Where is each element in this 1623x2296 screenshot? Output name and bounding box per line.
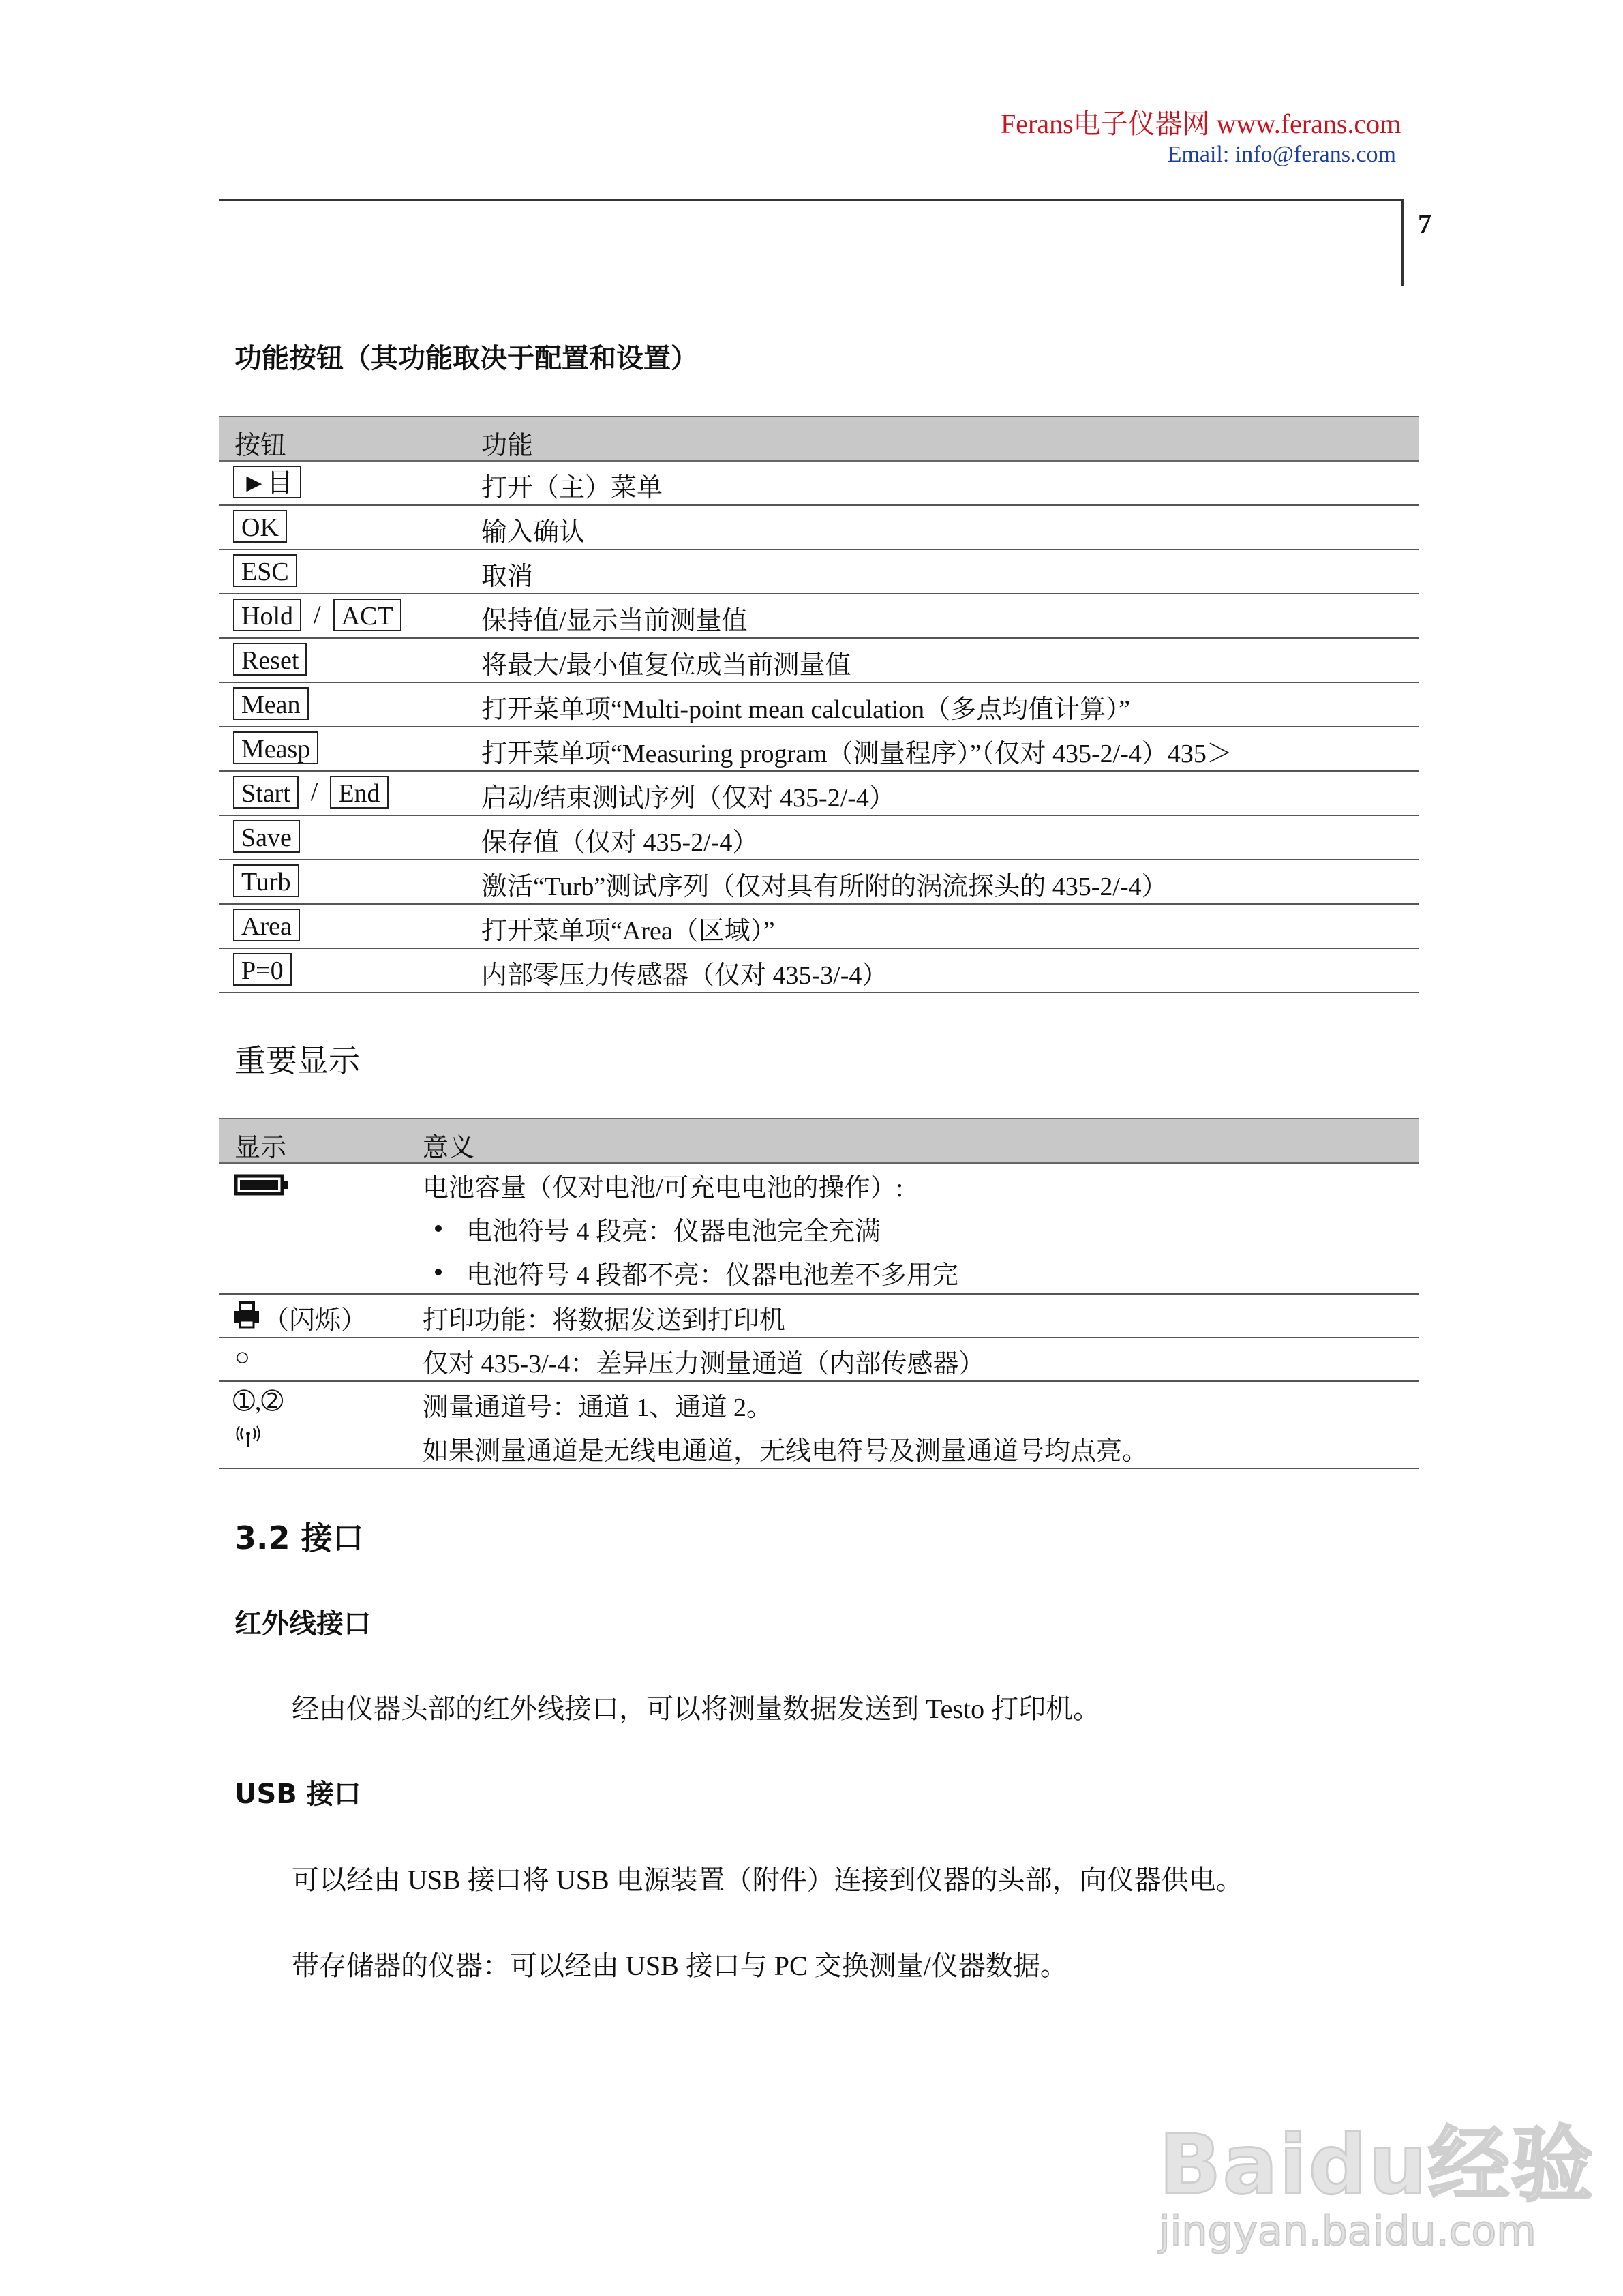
display-row-printer [219,1293,1419,1338]
page-number: 7 [1418,209,1431,239]
printer-icon [233,1301,260,1331]
section-heading: 3.2 接口 [234,1520,364,1556]
function-key-row [219,682,1419,727]
key-cell [233,820,300,853]
battery-bullet-empty: 电池符号 4 段都不亮：仪器电池差不多用完 [466,1261,959,1290]
header-vertical-rule [1401,199,1404,286]
ir-title: 红外线接口 [234,1608,371,1640]
col-function-header: 功能 [481,430,534,460]
key-function-text: 打开菜单项“Multi-point mean calculation（多点均值计算）” [481,695,1130,724]
function-keys-header [219,416,1419,462]
header-brand: Ferans电子仪器网 www.ferans.com [1001,108,1401,139]
key-label: ACT [333,599,401,631]
displays-table [219,1118,1419,1472]
key-cell [233,554,297,587]
key-cell [233,953,292,986]
key-label: P=0 [233,953,292,986]
key-function-text: 将最大/最小值复位成当前测量值 [481,651,851,680]
key-cell [233,909,300,941]
battery-bullet-full: 电池符号 4 段亮：仪器电池完全充满 [466,1218,881,1246]
key-cell [233,599,401,631]
watermark-url: jingyan.baidu.com [1159,2207,1536,2255]
key-label: End [330,776,388,809]
bullet-dot [435,1269,442,1275]
function-key-row [219,726,1419,772]
battery-icon [234,1173,289,1199]
col-meaning-header: 意义 [423,1132,475,1162]
displays-header [219,1118,1419,1164]
key-label: Hold [233,599,301,631]
channels-meaning-1: 测量通道号：通道 1、通道 2。 [423,1393,773,1422]
key-function-text: 输入确认 [481,518,586,547]
key-separator: / [314,601,321,629]
circle-meaning: 仅对 435-3/-4：差异压力测量通道（内部传感器） [423,1350,985,1378]
key-function-text: 激活“Turb”测试序列（仅对具有所附的涡流探头的 435-2/-4） [481,873,1168,901]
header-rule [219,199,1403,201]
key-function-text: 内部零压力传感器（仅对 435-3/-4） [481,961,888,990]
bullet-dot [435,1225,442,1232]
printer-blink-label: （闪烁） [263,1306,367,1335]
printer-meaning: 打印功能：将数据发送到打印机 [423,1306,786,1335]
col-button-header: 按钮 [234,430,287,460]
function-keys-table [219,416,1419,988]
function-key-row [219,549,1419,594]
key-separator: / [310,778,318,806]
circle-symbol: ○ [234,1343,250,1372]
key-label: Start [233,776,299,809]
key-label: Measp [233,731,318,764]
display-row-circle [219,1337,1419,1382]
usb-paragraph-2: 带存储器的仪器：可以经由 USB 接口与 PC 交换测量/仪器数据。 [292,1950,1067,1981]
key-label: Mean [233,687,309,720]
key-cell [233,776,389,809]
function-key-row [219,593,1419,639]
key-function-text: 打开菜单项“Area（区域）” [481,917,775,946]
function-key-row [219,815,1419,860]
key-label: OK [233,510,287,543]
col-display-header: 显示 [234,1132,287,1162]
key-cell [233,864,299,897]
display-row-battery [219,1162,1419,1295]
key-cell [233,510,287,543]
function-key-row [219,770,1419,816]
key-label: Turb [233,864,299,897]
radio-icon [236,1425,260,1451]
key-cell [233,643,307,676]
display-row-channels [219,1380,1419,1469]
function-key-row [219,859,1419,905]
watermark-logo: Baidu经验 [1159,2118,1594,2213]
key-label: Area [233,909,300,941]
key-label: ►目 [233,466,301,498]
function-key-row [219,504,1419,550]
key-function-text: 打开菜单项“Measuring program（测量程序）”（仅对 435-2/-4）435＞ [481,740,1232,768]
channels-meaning-2: 如果测量通道是无线电通道，无线电符号及测量通道号均点亮。 [423,1437,1149,1466]
key-function-text: 保持值/显示当前测量值 [481,607,748,635]
function-keys-title: 功能按钮（其功能取决于配置和设置） [234,343,698,374]
key-function-text: 取消 [481,562,534,591]
key-cell [233,466,301,498]
function-key-row [219,903,1419,949]
key-function-text: 打开（主）菜单 [481,474,663,502]
key-label: ESC [233,554,297,587]
function-key-row [219,460,1419,506]
usb-paragraph-1: 可以经由 USB 接口将 USB 电源装置（附件）连接到仪器的头部，向仪器供电。 [292,1864,1243,1895]
key-cell [233,687,309,720]
key-function-text: 保存值（仅对 435-2/-4） [481,828,759,857]
key-function-text: 启动/结束测试序列（仅对 435-2/-4） [481,784,895,813]
displays-title: 重要显示 [234,1042,360,1079]
header-email: Email: info@ferans.com [1167,142,1396,167]
key-cell [233,731,318,764]
usb-title: USB 接口 [234,1779,361,1810]
function-key-row [219,948,1419,993]
battery-meaning: 电池容量（仅对电池/可充电电池的操作）: [423,1174,904,1203]
channel-symbols: ➀,➁ [233,1387,284,1416]
function-key-row [219,637,1419,683]
ir-paragraph: 经由仪器头部的红外线接口，可以将测量数据发送到 Testo 打印机。 [292,1693,1101,1724]
key-label: Save [233,820,300,853]
key-label: Reset [233,643,307,676]
